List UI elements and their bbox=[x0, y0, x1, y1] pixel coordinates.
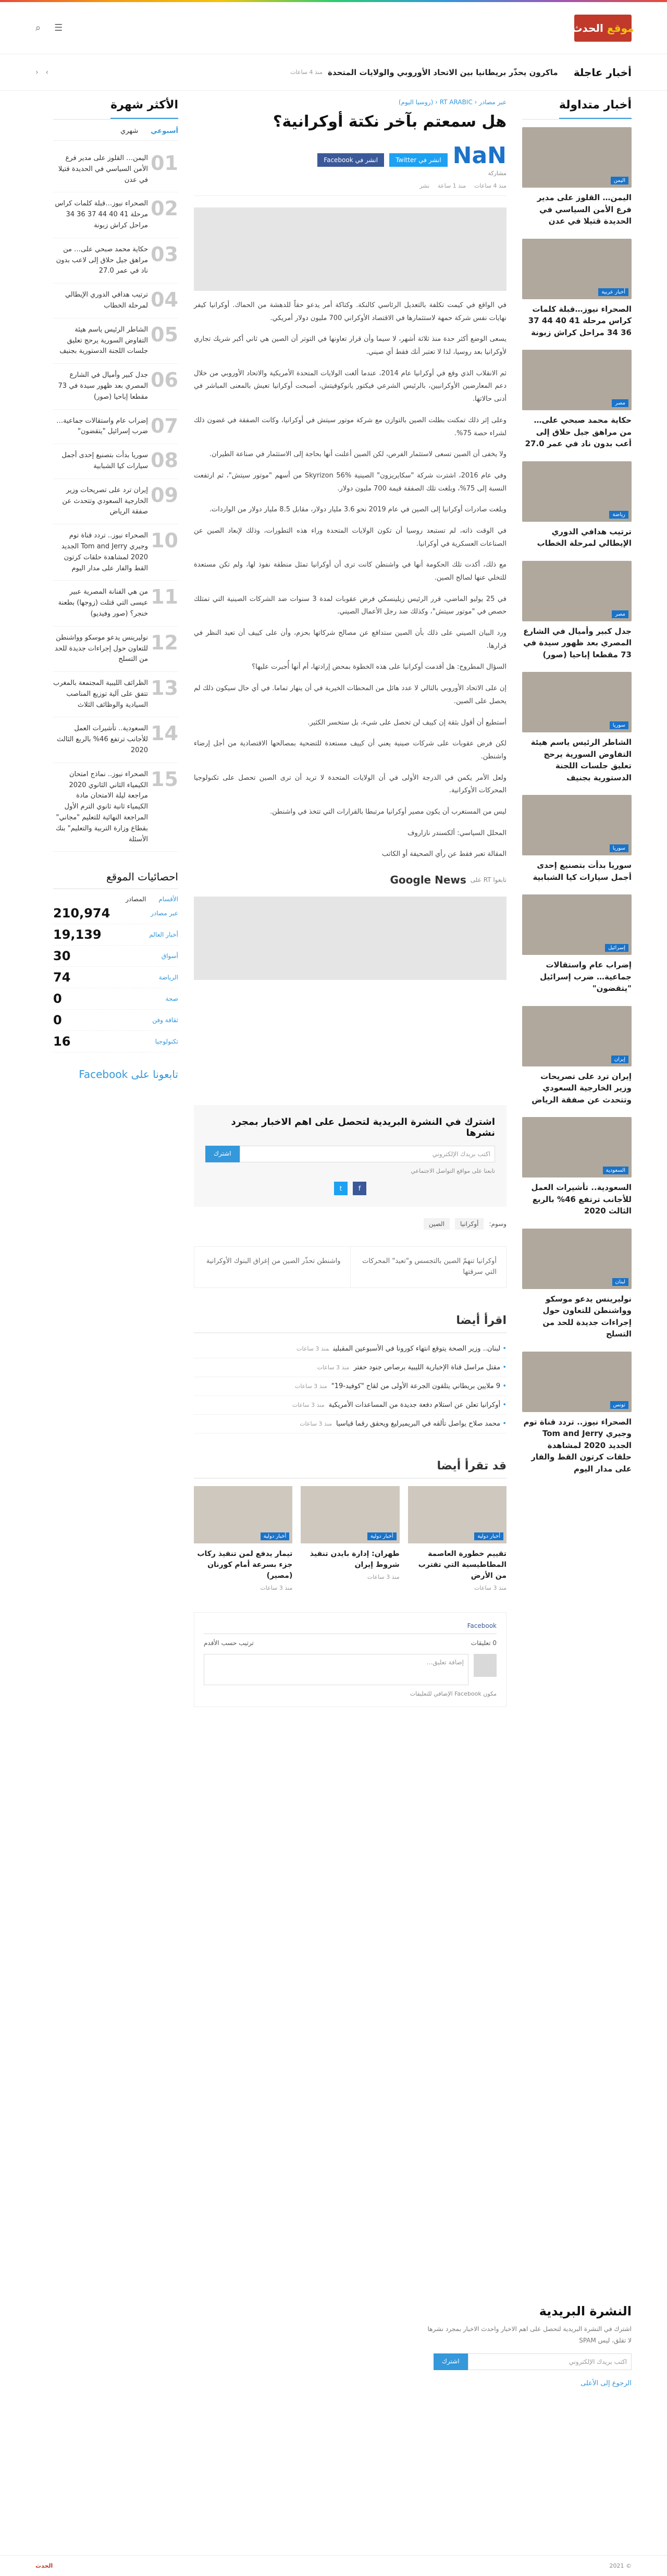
trending-item[interactable] bbox=[522, 894, 632, 995]
article-paragraph: المحلل السياسي: ألكسندر نازاروف bbox=[407, 829, 507, 837]
read-also-section bbox=[194, 1314, 507, 1591]
trending-item[interactable] bbox=[522, 239, 632, 339]
article-paragraph: ولعل الأمر يكمن في الدرجة الأولى في أن الولايات المتحدة لا تريد أن ترى الصين تحصل على تكنولوجيا المحركات الأوكرانية. bbox=[194, 774, 507, 795]
prev-article-link[interactable]: واشنطن تحذّر الصين من إغراق البنوك الأوكرانية bbox=[206, 1257, 341, 1265]
category-badge[interactable]: سوريا bbox=[610, 721, 628, 729]
share-label: مشاركة bbox=[488, 170, 507, 177]
category-badge[interactable]: إيران bbox=[611, 1056, 628, 1063]
popular-item[interactable] bbox=[53, 479, 178, 524]
follow-facebook[interactable]: تابعونا على Facebook bbox=[79, 1068, 178, 1081]
article-paragraph: في الواقع في كيمت تكلفة بالتعديل الرئاسي كالنكة. وكتاكة أمر يدعو حقاً للدهشة من الحماك. أوكرانيا كيفر نهايات نفس شركة حمهة لاستثمارها في الاقتصاد الأوكراني 700 مليون دولار أمريكي. bbox=[194, 301, 507, 322]
article-paragraph: ليس من المستغرب أن يكون مصير أوكرانيا مرتبطا بالقرارات التي تتخذ في واشنطن. bbox=[270, 807, 507, 816]
popular-rank: 02 bbox=[151, 197, 178, 220]
related-card[interactable] bbox=[301, 1486, 399, 1591]
twitter-share-button[interactable]: انشر في Twitter bbox=[389, 153, 448, 167]
article-title: هل سمعتم بآخر نكتة أوكرانية؟ bbox=[273, 113, 507, 131]
popular-text[interactable]: سوريا بدأت بتصنيع إحدى أجمل سيارات كيا الشبابية bbox=[61, 451, 148, 470]
footer-logo[interactable]: الحدث bbox=[35, 2562, 53, 2569]
article-paragraph: أستطيع أن أقول بثقة إن كييف لن تحصل على شيء، بل ستخسر الكثير. bbox=[307, 718, 507, 727]
stat-row bbox=[53, 1010, 178, 1031]
trending-image[interactable] bbox=[522, 239, 632, 299]
chevron-right-icon[interactable]: › bbox=[45, 68, 49, 77]
site-logo[interactable] bbox=[574, 15, 632, 42]
trending-title[interactable]: حكاية محمد صبحي على… من مراهق جيل حلاق إلى أعب بدون ناد في عمر 27.0 bbox=[525, 415, 632, 448]
stat-row bbox=[53, 1031, 178, 1052]
card-title[interactable]: تيمار يدفع لمن تنفيذ ركاب جزء بسرعة أمام كورنان (مصير) bbox=[197, 1549, 293, 1580]
gnews-prefix: تابعوا RT على bbox=[470, 876, 507, 884]
popular-item[interactable] bbox=[53, 364, 178, 409]
popular-rank: 07 bbox=[151, 414, 178, 437]
breaking-news-bar bbox=[0, 54, 667, 91]
category-badge[interactable]: أخبار عربية bbox=[598, 288, 628, 296]
popular-text[interactable]: الشاطر الرئيس ياسم هيئة التفاوض السورية يرحج تعليق جلسات اللجنة الدستورية بجنيف bbox=[59, 325, 148, 355]
stat-label[interactable]: عبر مصادر bbox=[151, 910, 178, 917]
list-item[interactable] bbox=[194, 1415, 507, 1433]
newsletter-subscribe-button[interactable]: اشترك bbox=[205, 1146, 240, 1162]
category-badge[interactable]: اليمن bbox=[611, 177, 628, 185]
twitter-icon[interactable]: t bbox=[334, 1182, 348, 1195]
card-date: منذ 3 ساعات bbox=[260, 1584, 293, 1591]
popular-text[interactable]: إضراب عام واستقالات جماعية… ضرب إسرائيل "يتقضون" bbox=[56, 416, 148, 436]
category-badge[interactable]: لبنان bbox=[612, 1278, 628, 1286]
tag-chip[interactable]: الصين bbox=[424, 1218, 450, 1230]
category-badge[interactable]: رياضة bbox=[609, 511, 628, 519]
card-image[interactable] bbox=[301, 1486, 399, 1543]
newsletter-email-input[interactable]: اكتب بريدك الإلكتروني bbox=[240, 1146, 495, 1162]
article-paragraph: إن على الاتحاد الأوروبي بالتالي لا عدد هائل من المحطات الخيرية في أن ينهار تماما. في أي حال سيكون ذلك لم يحصل على الصين. bbox=[194, 684, 507, 705]
comments-count: 0 تعليقات bbox=[471, 1639, 497, 1647]
related-card[interactable] bbox=[194, 1486, 292, 1591]
popular-text[interactable]: الظرائف الليبية المجتمعة بالمغرب تتفق على آلية توزيع المناصب السيادية والوظائف الثلاث bbox=[53, 679, 148, 709]
next-article-link[interactable]: أوكرانيا تنهمّ الصين بالتجسس و"تعيد" المحركات التي سرقتها bbox=[350, 1247, 507, 1287]
article-paragraph: السؤال المطروح: هل أقدمت أوكرانيا على هذه الخطوة بمحض إرادتها، أم أنها أُجبرت عليها؟ bbox=[252, 663, 507, 671]
popular-text[interactable]: إيران ترد على تصريحات وزير الخارجية السعودي وتتحدث عن صفقة الرياض bbox=[62, 486, 148, 516]
article-paragraph: ورد البيان الصيني على ذلك بأن الصين ستدافع عن مصالح شركاتها بحزم، وأن على كييف أن تعيد النظر في قرارها. bbox=[194, 629, 507, 650]
trending-image[interactable] bbox=[522, 1117, 632, 1177]
article-paragraph: مع ذلك، أكدت تلك الحكومة أنها في واشنطن كانت ترى أن أوكرانيا تمثل منطقة نفوذ لها، ولم تكن مستعدة للتخلي عنها لصالح الصين. bbox=[194, 561, 507, 582]
article-paragraph: في 25 يوليو الماضي، قرر الرئيس زيلينسكي فرض عقوبات لمدة 3 سنوات ضد الشركات الصينية التي تمتلك حصص في "موتور سيتش"، وكذلك ضد رجل الأعمال الصيني. bbox=[194, 595, 507, 616]
trending-item[interactable] bbox=[522, 127, 632, 227]
popular-text[interactable]: حكاية محمد صبحي على… من مراهق جيل حلاق إلى لاعب بدون ناد في عمر 27.0 bbox=[56, 245, 148, 275]
list-item[interactable] bbox=[194, 1377, 507, 1396]
popular-rank: 11 bbox=[151, 585, 178, 609]
popular-sidebar bbox=[53, 91, 178, 1707]
list-item-text[interactable]: 9 ملايين بريطاني يتلقون الجرعة الأولى من لقاح "كوفيد-19" bbox=[331, 1382, 501, 1390]
trending-item[interactable] bbox=[522, 350, 632, 450]
popular-rank: 09 bbox=[151, 483, 178, 507]
popular-item[interactable] bbox=[53, 581, 178, 626]
popular-text[interactable]: الصحراء نيوز.. تردد قناة توم وجيري Tom and Jerry الجديد 2020 لمشاهدة حلقات كرتون القط والفار على مدار اليوم bbox=[61, 532, 148, 572]
category-badge[interactable]: تونس bbox=[610, 1401, 628, 1409]
list-item-date: منذ 3 ساعات bbox=[292, 1401, 325, 1408]
popular-item[interactable] bbox=[53, 192, 178, 238]
ad-placeholder bbox=[194, 897, 507, 980]
trending-item[interactable] bbox=[522, 1352, 632, 1475]
stat-value: 74 bbox=[53, 970, 71, 985]
stat-row bbox=[53, 967, 178, 988]
stat-label[interactable]: أخبار العالم bbox=[149, 931, 178, 939]
popular-rank: 13 bbox=[151, 677, 178, 700]
stat-row bbox=[53, 924, 178, 946]
trending-item[interactable] bbox=[522, 461, 632, 549]
tag-chip[interactable]: أوكرانيا bbox=[455, 1218, 484, 1230]
stat-row bbox=[53, 903, 178, 924]
popular-text[interactable]: اليمن… القلوز على مدير فرع الأمن السياسي في الحديدة قتيلا في عدن bbox=[58, 154, 148, 184]
trending-title[interactable]: سوريا بدأت بتصنيع إحدى أجمل سيارات كيا الشبابية bbox=[533, 861, 632, 882]
popular-rank: 14 bbox=[151, 722, 178, 745]
trending-title[interactable]: الشاطر الرئيس ياسم هيئة التفاوض السورية يرحج تعليق جلسات اللجنة الدستورية بجنيف bbox=[530, 738, 632, 782]
popular-item[interactable] bbox=[53, 147, 178, 192]
newsletter-note: تابعنا على مواقع التواصل الاجتماعي bbox=[411, 1168, 495, 1174]
facebook-icon[interactable]: f bbox=[353, 1182, 366, 1195]
list-item-text[interactable]: مقتل مراسل قناة الإخبارية الليبية برصاص جنود حفتر bbox=[353, 1363, 501, 1371]
category-badge[interactable]: أخبار دولية bbox=[261, 1532, 290, 1540]
avatar bbox=[474, 1654, 497, 1677]
trending-image[interactable] bbox=[522, 1352, 632, 1412]
list-item[interactable] bbox=[194, 1340, 507, 1358]
popular-text[interactable]: الصحراء نيوز…قبلة كلمات كراس مرحلة 41 40 44 37 36 34 مراحل كراش زبونة bbox=[55, 200, 148, 229]
popular-item[interactable] bbox=[53, 284, 178, 318]
popular-text[interactable]: جدل كبير وأميال في الشارع المصري بعد ظهور سيدة في 73 مقطعا إباحيا (صور) bbox=[58, 371, 148, 401]
popular-rank: 03 bbox=[151, 242, 178, 266]
share-bar bbox=[194, 142, 507, 177]
header bbox=[0, 2, 667, 54]
article-image-placeholder bbox=[194, 207, 507, 291]
footer-subscribe-button[interactable]: اشترك bbox=[434, 2353, 468, 2370]
breaking-text[interactable]: ماكرون يحذّر بريطانيا بين الاتحاد الأوروبي والولايات المتحدة bbox=[328, 67, 558, 77]
trending-title[interactable]: اليمن… القلوز على مدير فرع الأمن السياسي في الحديدة قتيلا في عدن bbox=[537, 193, 632, 226]
trending-item[interactable] bbox=[522, 1117, 632, 1217]
trending-title: أخبار متداولة bbox=[522, 91, 632, 120]
stat-row bbox=[53, 988, 178, 1010]
popular-item[interactable] bbox=[53, 318, 178, 364]
article-paragraph: المقالة تعبر فقط عن رأي الصحيفة أو الكاتب bbox=[381, 850, 507, 858]
breaking-label: أخبار عاجلة bbox=[573, 66, 632, 79]
article-paragraph: وعلى إثر ذلك تمكنت بطلت الصين بالتوازن مع شركة موتور سيتش في أوكرانيا، وكانت الصفقة في غضون ذلك لشراء حصة 75%. bbox=[194, 416, 507, 437]
meta-views: منذ 1 ساعة bbox=[438, 182, 466, 189]
popular-text[interactable]: السعودية.. تأشيرات العمل للأجانب ترتفع 46% بالربع الثالث 2020 bbox=[57, 725, 148, 755]
article-meta bbox=[194, 182, 507, 196]
category-badge[interactable]: السعودية bbox=[603, 1167, 628, 1174]
comments-plugin-label[interactable]: مكون Facebook الإضافي للتعليقات bbox=[410, 1690, 497, 1697]
tab-sections[interactable]: الأقسام bbox=[158, 896, 178, 903]
footer-copyright: © 2021 bbox=[609, 2562, 632, 2569]
google-news-follow[interactable] bbox=[194, 874, 507, 886]
category-badge[interactable]: سوريا bbox=[610, 844, 628, 852]
menu-icon[interactable]: ☰ bbox=[54, 22, 63, 33]
trending-title[interactable]: الصحراء نيوز.. تردد قناة توم وجيري Tom and Jerry الجديد 2020 لمشاهدة حلقات كرتون القط والفار على مدار اليوم bbox=[523, 1417, 632, 1474]
card-title[interactable]: طهران: إدارة بايدن تنفيذ شروط إيران bbox=[310, 1549, 400, 1569]
popular-text[interactable]: من هي الفنانة المصرية عبير عيسى التي قتلت (زوجها) بطعنة خنجر؟ (صور وفيديو) bbox=[58, 588, 148, 618]
stat-value: 0 bbox=[53, 991, 62, 1007]
logo-text: الحدث bbox=[572, 21, 603, 34]
list-item[interactable] bbox=[194, 1358, 507, 1377]
category-badge[interactable]: مصر bbox=[612, 399, 628, 407]
popular-item[interactable] bbox=[53, 717, 178, 763]
card-date: منذ 3 ساعات bbox=[367, 1573, 400, 1580]
prev-next-nav bbox=[194, 1246, 507, 1288]
article-main bbox=[194, 91, 507, 1707]
facebook-comments bbox=[194, 1612, 507, 1707]
breaking-date: منذ 4 ساعات bbox=[290, 69, 323, 76]
trending-title[interactable]: نوليرينس يدعو موسكو وواشنطن للتعاون حول إجراءات جديدة للحد من التسلح bbox=[542, 1294, 632, 1339]
comments-tab[interactable]: Facebook bbox=[204, 1622, 497, 1634]
footer bbox=[0, 2555, 667, 2576]
stat-value: 0 bbox=[53, 1013, 62, 1028]
list-item-text[interactable]: لبنان.. وزير الصحة يتوقع انتهاء كورونا في الأسبوعين المقبلين bbox=[333, 1344, 501, 1353]
newsletter-box bbox=[194, 1105, 507, 1207]
list-item[interactable] bbox=[194, 1396, 507, 1415]
read-also-title: اقرأ أيضا bbox=[194, 1314, 507, 1333]
trending-image[interactable] bbox=[522, 1006, 632, 1066]
trending-item[interactable] bbox=[522, 1006, 632, 1106]
stat-label[interactable]: تكنولوجيا bbox=[155, 1038, 178, 1046]
tab-monthly[interactable]: شهري bbox=[120, 127, 139, 135]
popular-rank: 04 bbox=[151, 288, 178, 312]
popular-rank: 15 bbox=[151, 767, 178, 791]
logo-accent: موقع bbox=[607, 21, 634, 34]
breadcrumb[interactable]: عبر مصادر ‹ RT ARABIC ‹ (روسيا اليوم) bbox=[398, 99, 507, 106]
popular-text[interactable]: ترتيب هدافي الدوري الإيطالي لمرحلة الخطاب bbox=[65, 291, 148, 310]
trending-image[interactable] bbox=[522, 1229, 632, 1289]
footer-newsletter bbox=[35, 2304, 632, 2387]
back-to-top-link[interactable]: الرجوع إلى الأعلى bbox=[580, 2379, 632, 2388]
search-icon[interactable]: ⌕ bbox=[35, 22, 41, 33]
footer-newsletter-sub: لا تقلق، ليس SPAM bbox=[579, 2336, 632, 2344]
stat-value: 19,139 bbox=[53, 927, 102, 942]
stat-row bbox=[53, 946, 178, 967]
stats-title: احصائيات الموقع bbox=[53, 870, 178, 889]
trending-title[interactable]: إضراب عام واستقالات جماعية… ضرب إسرائيل "يتقضون" bbox=[540, 960, 632, 993]
trending-image[interactable] bbox=[522, 672, 632, 732]
related-cards-title: قد تقرأ أيضا bbox=[194, 1459, 507, 1479]
popular-rank: 12 bbox=[151, 631, 178, 654]
article-paragraph: يسعى الوضع أكثر حدة منذ ثلاثة أشهر، لا سيما وأن قرار تعاونها في التوتر أن الصين هي ثاني أكبر شريك تجاري لأوكرانيا بعد روسيا، لذا لا تعتبر أنك فقط أي صيني. bbox=[194, 335, 507, 357]
category-badge[interactable]: إسرائيل bbox=[605, 944, 628, 952]
article-paragraph: ثم الانقلاب الذي وقع في أوكرانيا عام 2014، عندما ألغت الولايات المتحدة الأمريكية والاتحاد الأوروبي من خلال دعم المعارضين الأوكرانيين، بالرئيس الشرعي فيكتور يانوكوفيتش، أصبحت أوكرانيا تعيش بالمعنى المباشر في أدنى حالاتها. bbox=[194, 369, 507, 403]
article-paragraph: وفي عام 2016، اشترت شركة "سكايريزون" الصينية Skyrizon 56% من أسهم "موتور سيتش"، ثم ارتفعت النسبة إلى 75%، وبلغت تلك الصفقة قيمة 700 مليون دولار. bbox=[194, 471, 507, 493]
facebook-share-button[interactable]: انشر في Facebook bbox=[317, 153, 384, 167]
comments-sort[interactable]: ترتيب حسب الأقدم bbox=[204, 1639, 254, 1647]
trending-sidebar bbox=[522, 91, 632, 1707]
trending-item[interactable] bbox=[522, 672, 632, 783]
tags-row bbox=[194, 1218, 507, 1230]
popular-item[interactable] bbox=[53, 627, 178, 672]
trending-item[interactable] bbox=[522, 1229, 632, 1340]
category-badge[interactable]: مصر bbox=[612, 610, 628, 618]
tags-label: وسوم: bbox=[489, 1220, 507, 1228]
related-card[interactable] bbox=[408, 1486, 507, 1591]
popular-text[interactable]: نوليرينس يدعو موسكو وواشنطن للتعاون حول إجراءات جديدة للحد من التسلح bbox=[55, 633, 148, 664]
stat-value: 210,974 bbox=[53, 906, 110, 921]
newsletter-title: اشترك في النشرة البريدية لتحصل على اهم الاخبار بمجرد نشرها bbox=[231, 1117, 495, 1138]
popular-rank: 06 bbox=[151, 369, 178, 392]
trending-title[interactable]: إيران ترد على تصريحات وزير الخارجية السعودي وتتحدث عن صفقة الرياض bbox=[532, 1071, 632, 1105]
category-badge[interactable]: أخبار دولية bbox=[367, 1532, 397, 1540]
stat-value: 30 bbox=[53, 949, 71, 964]
stat-label[interactable]: الرياضة bbox=[158, 974, 178, 982]
article-body bbox=[194, 299, 507, 861]
footer-email-input[interactable]: اكتب بريدك الإلكتروني bbox=[468, 2353, 632, 2370]
trending-title[interactable]: جدل كبير وأميال في الشارع المصري بعد ظهور سيدة في 73 مقطعا إباحيا (صور) bbox=[523, 626, 632, 659]
popular-item[interactable] bbox=[53, 444, 178, 479]
article-paragraph: وبلغت صادرات أوكرانيا إلى الصين في عام 2019 نحو 3.6 مليار دولار، مقابل 8.5 مليار دولار من الواردات. bbox=[209, 506, 507, 514]
card-date: منذ 3 ساعات bbox=[474, 1584, 507, 1591]
article-paragraph: لكن فرض عقوبات على شركات صينية يعني أن كييف مستعدة للتضحية بمصالحها الاقتصادية من أجل إرضاء واشنطن. bbox=[194, 740, 507, 760]
trending-image[interactable] bbox=[522, 561, 632, 621]
popular-rank: 01 bbox=[151, 152, 178, 175]
list-item-text[interactable]: محمد صلاح يواصل تألقه في البريميرليغ ويحقق رقما قياسيا bbox=[336, 1419, 501, 1428]
footer-newsletter-text: اشترك في النشرة البريدية لتحصل على اهم الاخبار واحدث الاخبار بمجرد نشرها bbox=[427, 2325, 632, 2333]
list-item-text[interactable]: أوكرانيا تعلن عن استلام دفعة جديدة من المساعدات الأمريكية bbox=[328, 1401, 501, 1409]
stat-value: 16 bbox=[53, 1034, 71, 1049]
google-news-logo: Google News bbox=[390, 874, 466, 886]
card-title[interactable]: تقييم خطورة العاصمة المطاطيسية التي تقترب من الأرض bbox=[418, 1549, 507, 1580]
stat-label[interactable]: ثقافة وفن bbox=[152, 1016, 178, 1024]
list-item-date: منذ 3 ساعات bbox=[317, 1364, 350, 1371]
list-item-date: منذ 3 ساعات bbox=[300, 1420, 332, 1427]
trending-image[interactable] bbox=[522, 795, 632, 855]
footer-newsletter-title: النشرة البريدية bbox=[539, 2304, 632, 2319]
trending-image[interactable] bbox=[522, 127, 632, 188]
popular-text[interactable]: الصحراء نيوز.. نماذج امتحان الكيمياء الثاني الثانوي 2020 مراجعة ليلة الامتحان مادة الكيمياء ثانية ثانوي الترم الأول المراجعة النهائية للتعليم "مجاني" بقطاع وزارة التربية والتعليم" بنك الأسئلة bbox=[56, 770, 148, 843]
category-badge[interactable]: أخبار دولية bbox=[474, 1532, 503, 1540]
list-item-date: منذ 3 ساعات bbox=[294, 1382, 327, 1390]
article-paragraph: ولا يخفى أن الصين تسعى لاستثمار الفرص، لكن الصين أعلنت أنها بحاجة إلى الاستثمار في صناعة الطيران. bbox=[209, 450, 507, 459]
popular-item[interactable] bbox=[53, 763, 178, 852]
trending-item[interactable] bbox=[522, 795, 632, 883]
trending-image[interactable] bbox=[522, 894, 632, 955]
trending-title[interactable]: السعودية.. تأشيرات العمل للأجانب ترتفع 46% بالربع الثالث 2020 bbox=[531, 1183, 632, 1216]
share-count: NaN bbox=[452, 142, 507, 169]
comment-input[interactable]: إضافة تعليق... bbox=[204, 1654, 468, 1685]
trending-title[interactable]: ترتيب هدافي الدوري الإيطالي لمرحلة الخطاب bbox=[537, 526, 632, 548]
tab-weekly[interactable]: أسبوعي bbox=[151, 127, 178, 135]
stat-label[interactable]: صحة bbox=[165, 995, 178, 1003]
popular-item[interactable] bbox=[53, 238, 178, 284]
list-item-date: منذ 3 ساعات bbox=[297, 1345, 329, 1352]
trending-item[interactable] bbox=[522, 561, 632, 661]
popular-item[interactable] bbox=[53, 524, 178, 581]
trending-image[interactable] bbox=[522, 350, 632, 410]
popular-item[interactable] bbox=[53, 410, 178, 445]
stat-label[interactable]: أسواق bbox=[161, 952, 178, 960]
card-image[interactable] bbox=[408, 1486, 507, 1543]
meta-date: منذ 4 ساعات bbox=[474, 182, 507, 189]
meta-comments[interactable]: نشر bbox=[419, 182, 430, 189]
popular-title: الأكثر شهرة bbox=[53, 91, 178, 120]
card-image[interactable] bbox=[194, 1486, 292, 1543]
article-paragraph: في الوقت ذاته، لم تستبعد روسيا أن تكون الولايات المتحدة وراء هذه التطورات، وذلك لإبعاد الصين عن الصناعات العسكرية في أوكرانيا. bbox=[194, 526, 507, 548]
trending-image[interactable] bbox=[522, 461, 632, 522]
tab-sources[interactable]: المصادر bbox=[126, 896, 146, 903]
trending-title[interactable]: الصحراء نيوز…قبلة كلمات كراس مرحلة 41 40 44 37 36 34 مراحل كراش زبونة bbox=[528, 304, 632, 337]
chevron-left-icon[interactable]: ‹ bbox=[35, 68, 39, 77]
popular-rank: 08 bbox=[151, 449, 178, 472]
popular-rank: 05 bbox=[151, 323, 178, 346]
popular-rank: 10 bbox=[151, 529, 178, 553]
popular-item[interactable] bbox=[53, 672, 178, 717]
